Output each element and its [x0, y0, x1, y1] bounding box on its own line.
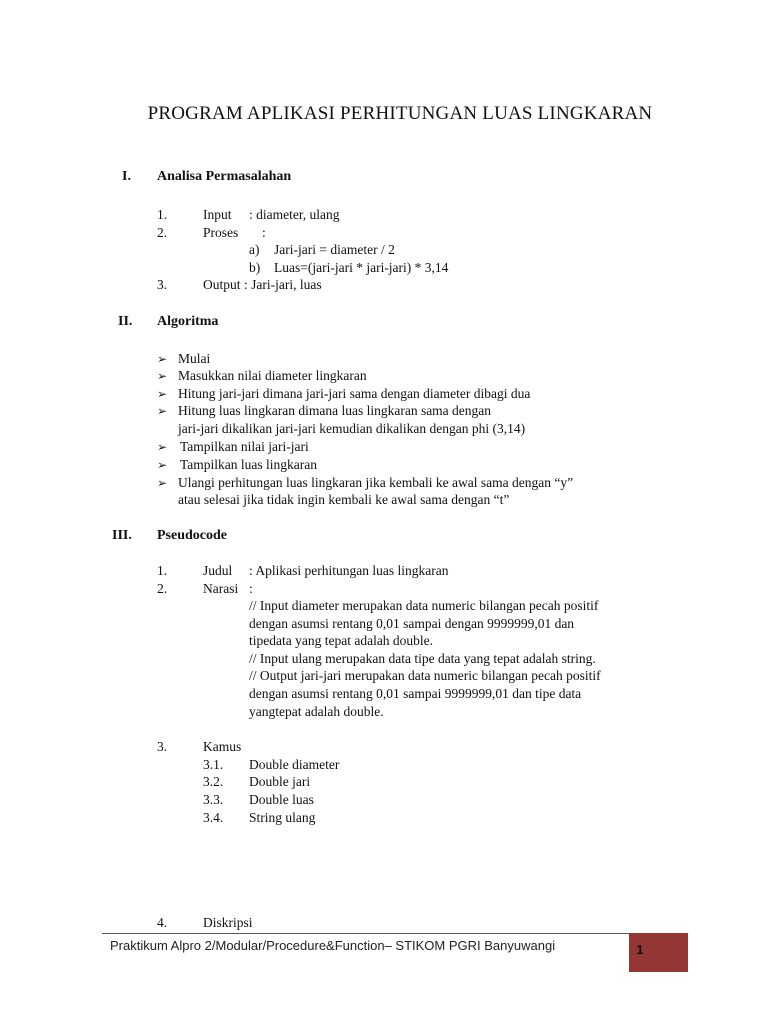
item-label: Kamus: [203, 739, 242, 754]
narasi-line: dengan asumsi rentang 0,01 sampai dengan 9999999,01 dan: [249, 616, 575, 631]
arrow-bullet-icon: ➢: [157, 369, 168, 383]
page-title: PROGRAM APLIKASI PERHITUNGAN LUAS LINGKARAN: [147, 103, 653, 124]
kamus-number: 3.4.: [203, 810, 224, 825]
item-label: Output: [203, 277, 241, 292]
page-number: 1: [636, 942, 644, 957]
arrow-bullet-icon: ➢: [157, 352, 168, 366]
section-title: Pseudocode: [157, 528, 227, 543]
footer-text: Praktikum Alpro 2/Modular/Procedure&Function– STIKOM PGRI Banyuwangi: [110, 938, 556, 953]
section-title: Analisa Permasalahan: [157, 169, 292, 184]
kamus-number: 3.3.: [203, 792, 224, 807]
section-number: III.: [112, 528, 132, 543]
list-number: 2.: [157, 225, 168, 240]
algoritma-step: Mulai: [178, 351, 211, 366]
narasi-line: // Input ulang merupakan data tipe data yang tepat adalah string.: [249, 651, 596, 666]
algoritma-step: Tampilkan nilai jari-jari: [180, 439, 309, 454]
list-number: 1.: [157, 563, 168, 578]
section-title: Algoritma: [157, 314, 219, 329]
kamus-entry: Double jari: [249, 774, 311, 789]
item-value: : Aplikasi perhitungan luas lingkaran: [249, 563, 449, 578]
sub-item-mark: a): [249, 242, 260, 257]
sub-item-text: Jari-jari = diameter / 2: [274, 242, 395, 257]
item-value: :: [262, 225, 266, 240]
algoritma-step: Tampilkan luas lingkaran: [180, 457, 318, 472]
list-number: 4.: [157, 915, 168, 930]
algoritma-step-continuation: atau selesai jika tidak ingin kembali ke awal sama dengan “t”: [178, 492, 510, 507]
list-number: 2.: [157, 581, 168, 596]
algoritma-step: Hitung luas lingkaran dimana luas lingkaran sama dengan: [178, 403, 492, 418]
kamus-entry: Double luas: [249, 792, 314, 807]
item-value: : Jari-jari, luas: [244, 277, 322, 292]
list-number: 3.: [157, 739, 168, 754]
arrow-bullet-icon: ➢: [157, 476, 168, 490]
kamus-entry: Double diameter: [249, 757, 340, 772]
kamus-number: 3.2.: [203, 774, 224, 789]
list-number: 1.: [157, 207, 168, 222]
item-label: Input: [203, 207, 232, 222]
algoritma-step-continuation: jari-jari dikalikan jari-jari kemudian dikalikan dengan phi (3,14): [178, 421, 526, 436]
arrow-bullet-icon: ➢: [157, 440, 168, 454]
item-label: Diskripsi: [203, 915, 253, 930]
item-label: Narasi: [203, 581, 239, 596]
narasi-line: // Input diameter merupakan data numeric bilangan pecah positif: [249, 598, 599, 613]
section-number: II.: [118, 314, 133, 329]
kamus-number: 3.1.: [203, 757, 224, 772]
list-number: 3.: [157, 277, 168, 292]
item-label: Proses: [203, 225, 239, 240]
item-value: :: [249, 581, 253, 596]
kamus-entry: String ulang: [249, 810, 316, 825]
narasi-line: tipedata yang tepat adalah double.: [249, 633, 434, 648]
footer-divider: [102, 933, 688, 934]
algoritma-step: Hitung jari-jari dimana jari-jari sama dengan diameter dibagi dua: [178, 386, 531, 401]
algoritma-step: Masukkan nilai diameter lingkaran: [178, 368, 367, 383]
sub-item-text: Luas=(jari-jari * jari-jari) * 3,14: [274, 260, 449, 275]
section-number: I.: [122, 169, 131, 184]
narasi-line: dengan asumsi rentang 0,01 sampai 9999999,01 dan tipe data: [249, 686, 582, 701]
algoritma-step: Ulangi perhitungan luas lingkaran jika kembali ke awal sama dengan “y”: [178, 475, 574, 490]
sub-item-mark: b): [249, 260, 261, 275]
item-label: Judul: [203, 563, 233, 578]
arrow-bullet-icon: ➢: [157, 387, 168, 401]
item-value: : diameter, ulang: [249, 207, 340, 222]
narasi-line: yangtepat adalah double.: [249, 704, 384, 719]
page-number-badge: [629, 933, 688, 972]
narasi-line: // Output jari-jari merupakan data numeric bilangan pecah positif: [249, 668, 601, 683]
arrow-bullet-icon: ➢: [157, 458, 168, 472]
arrow-bullet-icon: ➢: [157, 404, 168, 418]
